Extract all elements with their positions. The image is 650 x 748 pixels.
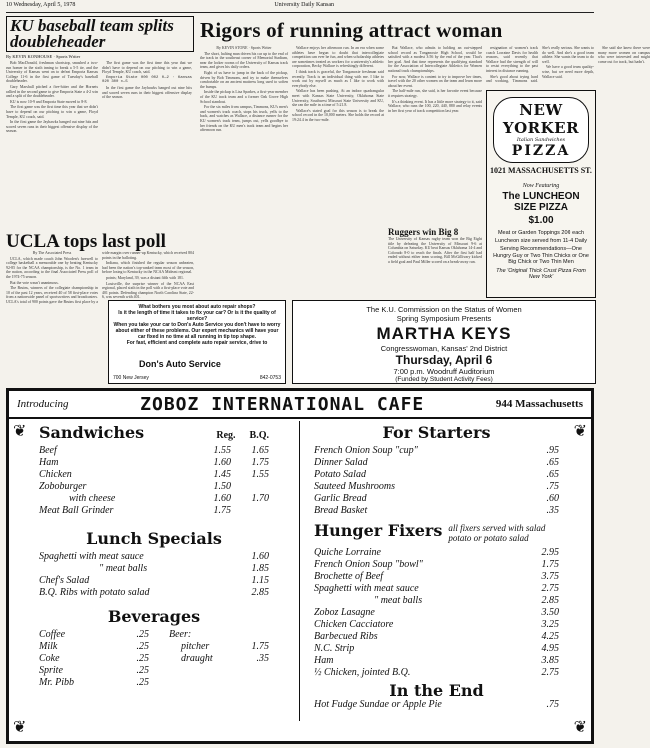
- item-price: 1.75: [541, 559, 559, 570]
- serving-text: Serving Recommendations—One Hungry Guy or Two Thin Chicks or One Big Chick or Two Thin Men: [493, 246, 589, 265]
- new-yorker-ad: [486, 90, 596, 298]
- rigors-paragraph: Wallace's stated goal for this season is to break the school record in the 10,000 meters. She holds the record at 19:24.4 in the two-mile.: [292, 108, 384, 122]
- cafe-left-menu: [39, 425, 269, 689]
- item-price: .65: [546, 457, 559, 468]
- starters-list: [314, 445, 559, 517]
- item-name: " meat balls: [99, 563, 148, 574]
- newspaper-header: [6, 2, 594, 13]
- item-price: 3.85: [541, 655, 559, 666]
- item-price: 1.60: [213, 493, 231, 504]
- ornament-icon: ❦: [573, 423, 587, 440]
- menu-item: [39, 587, 269, 599]
- beer-title: Beer:: [169, 629, 192, 640]
- menu-item: [314, 655, 559, 667]
- item-price: .25: [136, 665, 149, 676]
- baseball-article: [6, 16, 194, 226]
- item-name: Ham: [39, 457, 59, 468]
- item-price: 2.75: [541, 583, 559, 594]
- menu-item: [169, 653, 269, 665]
- beverages-title: Beverages: [107, 607, 201, 626]
- item-price: 1.60: [213, 457, 231, 468]
- starters-title: For Starters: [382, 423, 491, 442]
- item-name: Sprite: [39, 665, 63, 676]
- item-price: 4.95: [541, 643, 559, 654]
- header-paper-name: University Daily Kansan: [274, 2, 334, 8]
- luncheon-headline: The LUNCHEON SIZE PIZZA: [502, 191, 580, 213]
- menu-item: [314, 595, 559, 607]
- new-yorker-address: 1021 MASSACHUSETTS ST.: [490, 166, 592, 175]
- zoboz-cafe-ad: [6, 388, 594, 744]
- item-name: French Onion Soup "bowl": [314, 559, 423, 570]
- menu-item: [39, 493, 269, 505]
- item-name: Zoboz Lasagne: [314, 607, 375, 618]
- lunch-specials-title: Lunch Specials: [86, 529, 222, 548]
- baseball-paragraph: In the first game the Jayhawks banged out nine hits and scored seven runs in their biggest offensive display of the season.: [6, 120, 98, 134]
- rigors-column-3: [388, 46, 482, 226]
- sandwiches-heading-row: [39, 425, 269, 441]
- rigors-paragraph: Eight of us have to jump in the back of the pickup, driven by Bob Timmons, and try to make themselves comfortable on an ancient mattress long used to soften the bumps.: [200, 70, 288, 89]
- item-name: Zoboburger: [39, 481, 87, 492]
- item-name: " meat balls: [374, 595, 423, 606]
- item-price: 1.65: [251, 445, 269, 456]
- menu-item: [314, 457, 559, 469]
- menu-item: [39, 629, 149, 641]
- item-price: .95: [546, 445, 559, 456]
- tagline: The 'Original Thick Crust Pizza From New York': [496, 267, 586, 280]
- item-price: .75: [546, 699, 559, 710]
- ucla-paragraph: Louisville, the surprise winner of the NCAA East regional, placed sixth in the poll with a first-place vote and 401 points. Defending champion North Carolina State, 22-6, was seventh with 401.: [102, 281, 194, 300]
- item-price: 1.85: [251, 563, 269, 574]
- item-price: .25: [136, 641, 149, 652]
- item-name: with cheese: [69, 493, 116, 504]
- new-yorker-logo: [493, 97, 589, 163]
- rigors-paragraph: We have a good team quality-wise, but we need more depth, Wallace said.: [542, 65, 594, 79]
- menu-divider: [299, 421, 300, 721]
- item-name: Barbecued Ribs: [314, 631, 378, 642]
- header-date: 10 Wednesday, April 5, 1978: [6, 2, 76, 8]
- commission-line-2: Spring Symposium Presents: [396, 314, 492, 323]
- ucla-headline: UCLA tops last poll: [6, 231, 166, 252]
- ornament-icon: ❦: [573, 719, 587, 736]
- item-price: 2.95: [541, 547, 559, 558]
- item-name: Potato Salad: [314, 469, 366, 480]
- cafe-header: [9, 391, 591, 419]
- menu-item: [39, 481, 269, 493]
- menu-item: [314, 583, 559, 595]
- ruggers-article: [388, 228, 482, 296]
- sandwiches-title: Sandwiches: [39, 423, 145, 442]
- rigors-byline: By KEVIN STONE · Sports Writer: [216, 46, 272, 50]
- menu-item: [169, 641, 269, 653]
- baseball-paragraph: The first game was the first time this year that we didn't have to depend on our pitching to win a game, Floyd Temple, KU coach, said.: [102, 61, 192, 75]
- item-price: 1.70: [251, 493, 269, 504]
- ucla-paragraph: But the vote wasn't unanimous.: [10, 280, 59, 285]
- dons-question-1: What bothers you most about auto repair shops?: [138, 304, 256, 310]
- menu-item: [39, 653, 149, 665]
- item-price: .35: [256, 653, 269, 664]
- menu-item: [39, 457, 269, 469]
- rigors-column-1: [200, 46, 288, 296]
- menu-item: [314, 559, 559, 571]
- baseball-paragraph: Gary Marshall pitched a five-hitter and the Hornets rallied in the second game to give Emporia State a 4-2 win and a split of the doubleheader.: [6, 84, 98, 99]
- speaker-name: MARTHA KEYS: [376, 324, 512, 343]
- item-price: 1.50: [213, 481, 231, 492]
- hunger-list: [314, 547, 559, 679]
- baseball-byline: By KEVIN KONHOUSE · Sports Writer: [6, 54, 81, 59]
- menu-item: [314, 571, 559, 583]
- menu-item: [39, 677, 149, 689]
- item-name: Chef's Salad: [39, 575, 90, 586]
- dons-phone: 842-0753: [259, 375, 281, 381]
- now-featuring: Now Featuring: [522, 183, 560, 189]
- ornament-icon: ❦: [13, 423, 27, 440]
- menu-item: [39, 641, 149, 653]
- rigors-paragraph: For now, Wallace is content to try to improve her times, travel with the 20 other women on the team and learn more about her event.: [388, 74, 482, 88]
- ucla-paragraph: Indiana, which finished the regular season unbeaten, had been the nation's top-ranked team most of the season, before losing to Kentucky in the NCAA Mideast regional.: [102, 261, 194, 275]
- dons-name: Don's Auto Service: [139, 359, 221, 369]
- item-name: Coffee: [39, 629, 66, 640]
- item-price: 1.75: [251, 641, 269, 652]
- dons-drive-to: For fast, efficient and complete auto repair service, drive to: [126, 340, 268, 346]
- rigors-paragraph: The short, halting man driven his car up to the end of the track in the southeast corner of Memorial Stadium, near the locker rooms of the University of Kansas track team, and gives his daily orders.: [200, 51, 288, 70]
- item-price: 3.75: [541, 571, 559, 582]
- rigors-column-2: [292, 46, 384, 296]
- rigors-paragraph: Wallace has been pushing. At an indoor quadrangular meet with Kansas State University, Oklahoma State University, Southwest Missouri State University and KU, she ran the mile in a time of 5:21.8.: [292, 89, 384, 108]
- item-name: Chicken Cacciatore: [314, 619, 394, 630]
- dons-address: 700 New Jersey: [113, 375, 149, 381]
- item-price: .25: [136, 677, 149, 688]
- logo-sub-text: Italian Sandwiches: [516, 137, 566, 143]
- ornament-icon: ❦: [13, 719, 27, 736]
- item-price: 1.60: [251, 551, 269, 562]
- toppings-text: Meat or Garden Toppings 20¢ each: [497, 230, 585, 236]
- item-name: Meat Ball Grinder: [39, 505, 114, 516]
- ucla-paragraph: The Bruins, winners of the collegiate championship in 10 of the past 12 years, received 40 of 58 first-place votes from a nationwide panel of sportswriters and broadcasters. UCLA's total of 900 points gave the Bruins first place by a wide margin over runner-up Kentucky, which received 804 points in the balloting.: [6, 251, 194, 304]
- item-price: 1.15: [251, 575, 269, 586]
- item-price: 3.50: [541, 607, 559, 618]
- menu-item: [314, 547, 559, 559]
- event-date: Thursday, April 6: [395, 353, 493, 367]
- cafe-intro: Introducing: [17, 398, 69, 410]
- menu-item: [314, 667, 559, 679]
- logo-top-text: NEW YORKER: [502, 101, 580, 137]
- menu-item: [314, 481, 559, 493]
- dons-pitch: When you take your car to Don's Auto Service you don't have to worry about either of these problems. Our expert mechanics will have your car fixed in no time at all running in tip top shape.: [113, 322, 281, 340]
- item-price: 1.55: [251, 469, 269, 480]
- event-time: 7:00 p.m. Woodruff Auditorium: [393, 367, 495, 376]
- cafe-name: ZOBOZ INTERNATIONAL CAFE: [140, 393, 425, 415]
- ucla-paragraph: points; Maryland, 39, was a distant fifth with 181.: [106, 275, 184, 280]
- speaker-title: Congresswoman, Kansas' 2nd District: [380, 344, 508, 353]
- item-price: 1.75: [251, 457, 269, 468]
- item-name: Ham: [314, 655, 334, 666]
- baseball-paragraph: Bob MacDonald, freshman shortstop, smashed a two-run homer in the sixth inning to break a 5-5 tie, and the University of Kansas went on to defeat Emporia Kansas College 11-6 in the first game of Tuesday's baseball doubleheader.: [6, 61, 98, 84]
- beverage-list: [39, 629, 149, 689]
- item-price: 1.55: [213, 445, 231, 456]
- hunger-fixers-title: Hunger Fixers: [314, 521, 443, 540]
- item-price: 2.75: [541, 667, 559, 678]
- logo-pizza-text: PIZZA: [511, 143, 571, 159]
- baseball-paragraph: The first game was the first time this year that we didn't have to depend on our pitching to win a game, Floyd Temple, KU coach, said.: [6, 105, 98, 119]
- in-the-end-title: In the End: [389, 681, 484, 700]
- item-price: .75: [546, 481, 559, 492]
- rigors-column-4b: [486, 46, 650, 88]
- item-name: Coke: [39, 653, 60, 664]
- item-name: draught: [181, 653, 213, 664]
- item-name: N.C. Strip: [314, 643, 355, 654]
- cafe-address: 944 Massachusetts: [495, 398, 583, 410]
- item-price: 4.25: [541, 631, 559, 642]
- ruggers-body: The University of Kansas rugby team won the Big Eight title by defeating the University of Missouri 9-6 at Columbia on Saturday. KU beat Kansas Oklahoma 14-4 and Colorado 8-0 to reach the finals. After the first half had ended without either team scoring, Bill McGillivary kicked a field goal and Paul Miller scored on a break-away run.: [388, 237, 482, 264]
- menu-item: [314, 607, 559, 619]
- item-name: pitcher: [181, 641, 210, 652]
- luncheon-price: $1.00: [528, 215, 554, 226]
- reg-column-header: Reg.: [216, 430, 236, 441]
- rigors-paragraph: But Wallace, who admits to holding an out-stepped school record as Tonganoxie High School, would be satisfied with a modest 3:56 by the end of the year. That's her goal. And that time represents the qualifying standard for the Association of Intercollegiate Athletics for Women national track championships.: [388, 46, 482, 73]
- item-name: Sauteed Mushrooms: [314, 481, 396, 492]
- menu-item: [314, 505, 559, 517]
- rigors-paragraph: The half-mile run, she said, is her favorite event because it requires strategy.: [388, 89, 482, 98]
- cafe-right-menu: [314, 425, 559, 711]
- box-score-text: Emporia State 000 002 0—2 · Kansas 020 300 x—5: [102, 75, 192, 85]
- rigors-paragraph: resignation of women's track coach Lorraine Davis for health reasons, said recently that Wallace had the strength of will to resist everything to the past interest in distance running.: [486, 46, 538, 73]
- item-price: 1.45: [213, 469, 231, 480]
- item-name: B.Q. Ribs with potato salad: [39, 587, 150, 598]
- item-name: French Onion Soup "cup": [314, 445, 418, 456]
- ucla-paragraph: UCLA, which made coach John Wooden's farewell to college basketball a memorable one by beating Kentucky 92-85 for the NCAA championship, is the No. 1 team in the nation, according to the final Associated Press poll of the 1974-75 season.: [6, 256, 98, 279]
- menu-item: [39, 445, 269, 457]
- item-price: .60: [546, 493, 559, 504]
- item-name: ½ Chicken, jointed B.Q.: [314, 667, 411, 678]
- menu-item: [314, 619, 559, 631]
- menu-item: [39, 551, 269, 563]
- item-name: Spaghetti with meat sauce: [314, 583, 419, 594]
- baseball-paragraph: In the first game the Jayhawks banged out nine hits and scored seven runs in their biggest offensive display of the season.: [102, 85, 192, 100]
- ruggers-headline: Ruggers win Big 8: [388, 227, 459, 237]
- menu-item: [314, 469, 559, 481]
- item-name: Mr. Pibb: [39, 677, 74, 688]
- item-price: [245, 481, 269, 493]
- funded-by: (Funded by Student Activity Fees): [395, 376, 493, 383]
- rigors-paragraph: Inside the pickup is Lisa Sparkes, a first-year member of the KU track team and a former Oak Grove High School standout.: [200, 90, 288, 104]
- sandwich-list: [39, 445, 269, 517]
- lunch-list: [39, 551, 269, 599]
- item-name: Milk: [39, 641, 58, 652]
- item-name: Hot Fudge Sundae or Apple Pie: [314, 699, 442, 710]
- menu-item: [314, 493, 559, 505]
- hunger-fixers-note: all fixers served with salad potato or potato salad: [448, 523, 546, 543]
- item-name: Brochette of Beef: [314, 571, 384, 582]
- item-price: .25: [136, 629, 149, 640]
- rigors-paragraph: She's good about trying hard and working, Timmons said. She's really serious. She wants to do well. And she's a good team athlete. She wants the team to do well.: [486, 46, 594, 84]
- rigors-paragraph: It's a thinking event. It has a little more strategy to it, said Wallace, who runs the 100, 220, 440, 880 and relay events in her first year of track competition last year.: [388, 99, 482, 113]
- item-price: .25: [136, 653, 149, 664]
- dons-question-2: Is it the length of time it takes to fix your car? Or is it the quality of service?: [118, 310, 276, 322]
- rigors-paragraph: Wallace enjoys her afternoon run. In an era when some athletes have begun to doubt that intercollegiate competition can ever be fun, and when scholarship athletes are sometimes treated as workers for a university's athletic corporation, Becky Wallace is refreshingly different.: [292, 46, 384, 69]
- menu-item: [39, 665, 149, 677]
- menu-item: [39, 563, 269, 575]
- dons-auto-ad: [108, 300, 286, 384]
- ucla-byline: By The Associated Press: [32, 251, 72, 255]
- item-price: [245, 505, 269, 517]
- item-name: Beef: [39, 445, 57, 456]
- item-name: Chicken: [39, 469, 72, 480]
- luncheon-hours: Luncheon size served from 11-4 Daily: [495, 238, 587, 244]
- menu-item: [314, 643, 559, 655]
- rigors-paragraph: I think track is graceful, the Tonganoxie freshman said recently. Track is an individual thing with me. I like to work out by myself as much as I like to work with everybody else.: [292, 69, 384, 88]
- item-price: 1.75: [213, 505, 231, 516]
- baseball-headline: KU baseball team splits doubleheader: [6, 16, 194, 52]
- menu-item: [314, 631, 559, 643]
- baseball-box-score: [102, 61, 192, 231]
- menu-item: [39, 505, 269, 517]
- item-price: .65: [546, 469, 559, 480]
- item-name: Quiche Lorraine: [314, 547, 381, 558]
- item-price: 2.85: [251, 587, 269, 598]
- item-name: Dinner Salad: [314, 457, 368, 468]
- item-price: 2.85: [541, 595, 559, 606]
- rigors-paragraph: For the six miles from campus, Timmons, KU's men's and women's track coach, stops his truck, yells to the back, and watches as Wallace, a distance runner for the KU women's track team, jumps out, yells goodbye to her friends on the KU men's track team and begins her afternoon run.: [200, 105, 288, 133]
- item-price: 3.25: [541, 619, 559, 630]
- item-name: Bread Basket: [314, 505, 368, 516]
- item-name: Garlic Bread: [314, 493, 367, 504]
- item-price: .35: [546, 505, 559, 516]
- martha-keys-ad: [292, 300, 596, 384]
- commission-line-1: The K.U. Commission on the Status of Women: [366, 305, 522, 314]
- rigors-paragraph: She said she knew there were many more women on campus who were interested and might come out for track, but hadn't.: [598, 46, 650, 64]
- menu-item: [314, 445, 559, 457]
- baseball-paragraph: KU is now 10-9 and Emporia State moved to 8-8.: [10, 99, 88, 104]
- menu-item: [39, 469, 269, 481]
- item-name: Spaghetti with meat sauce: [39, 551, 144, 562]
- beer-list: [169, 629, 269, 689]
- menu-item: [39, 575, 269, 587]
- menu-item: [314, 699, 559, 711]
- rigors-headline: Rigors of running attract woman: [200, 18, 503, 42]
- baseball-body: [6, 61, 98, 231]
- bq-column-header: B.Q.: [249, 430, 269, 441]
